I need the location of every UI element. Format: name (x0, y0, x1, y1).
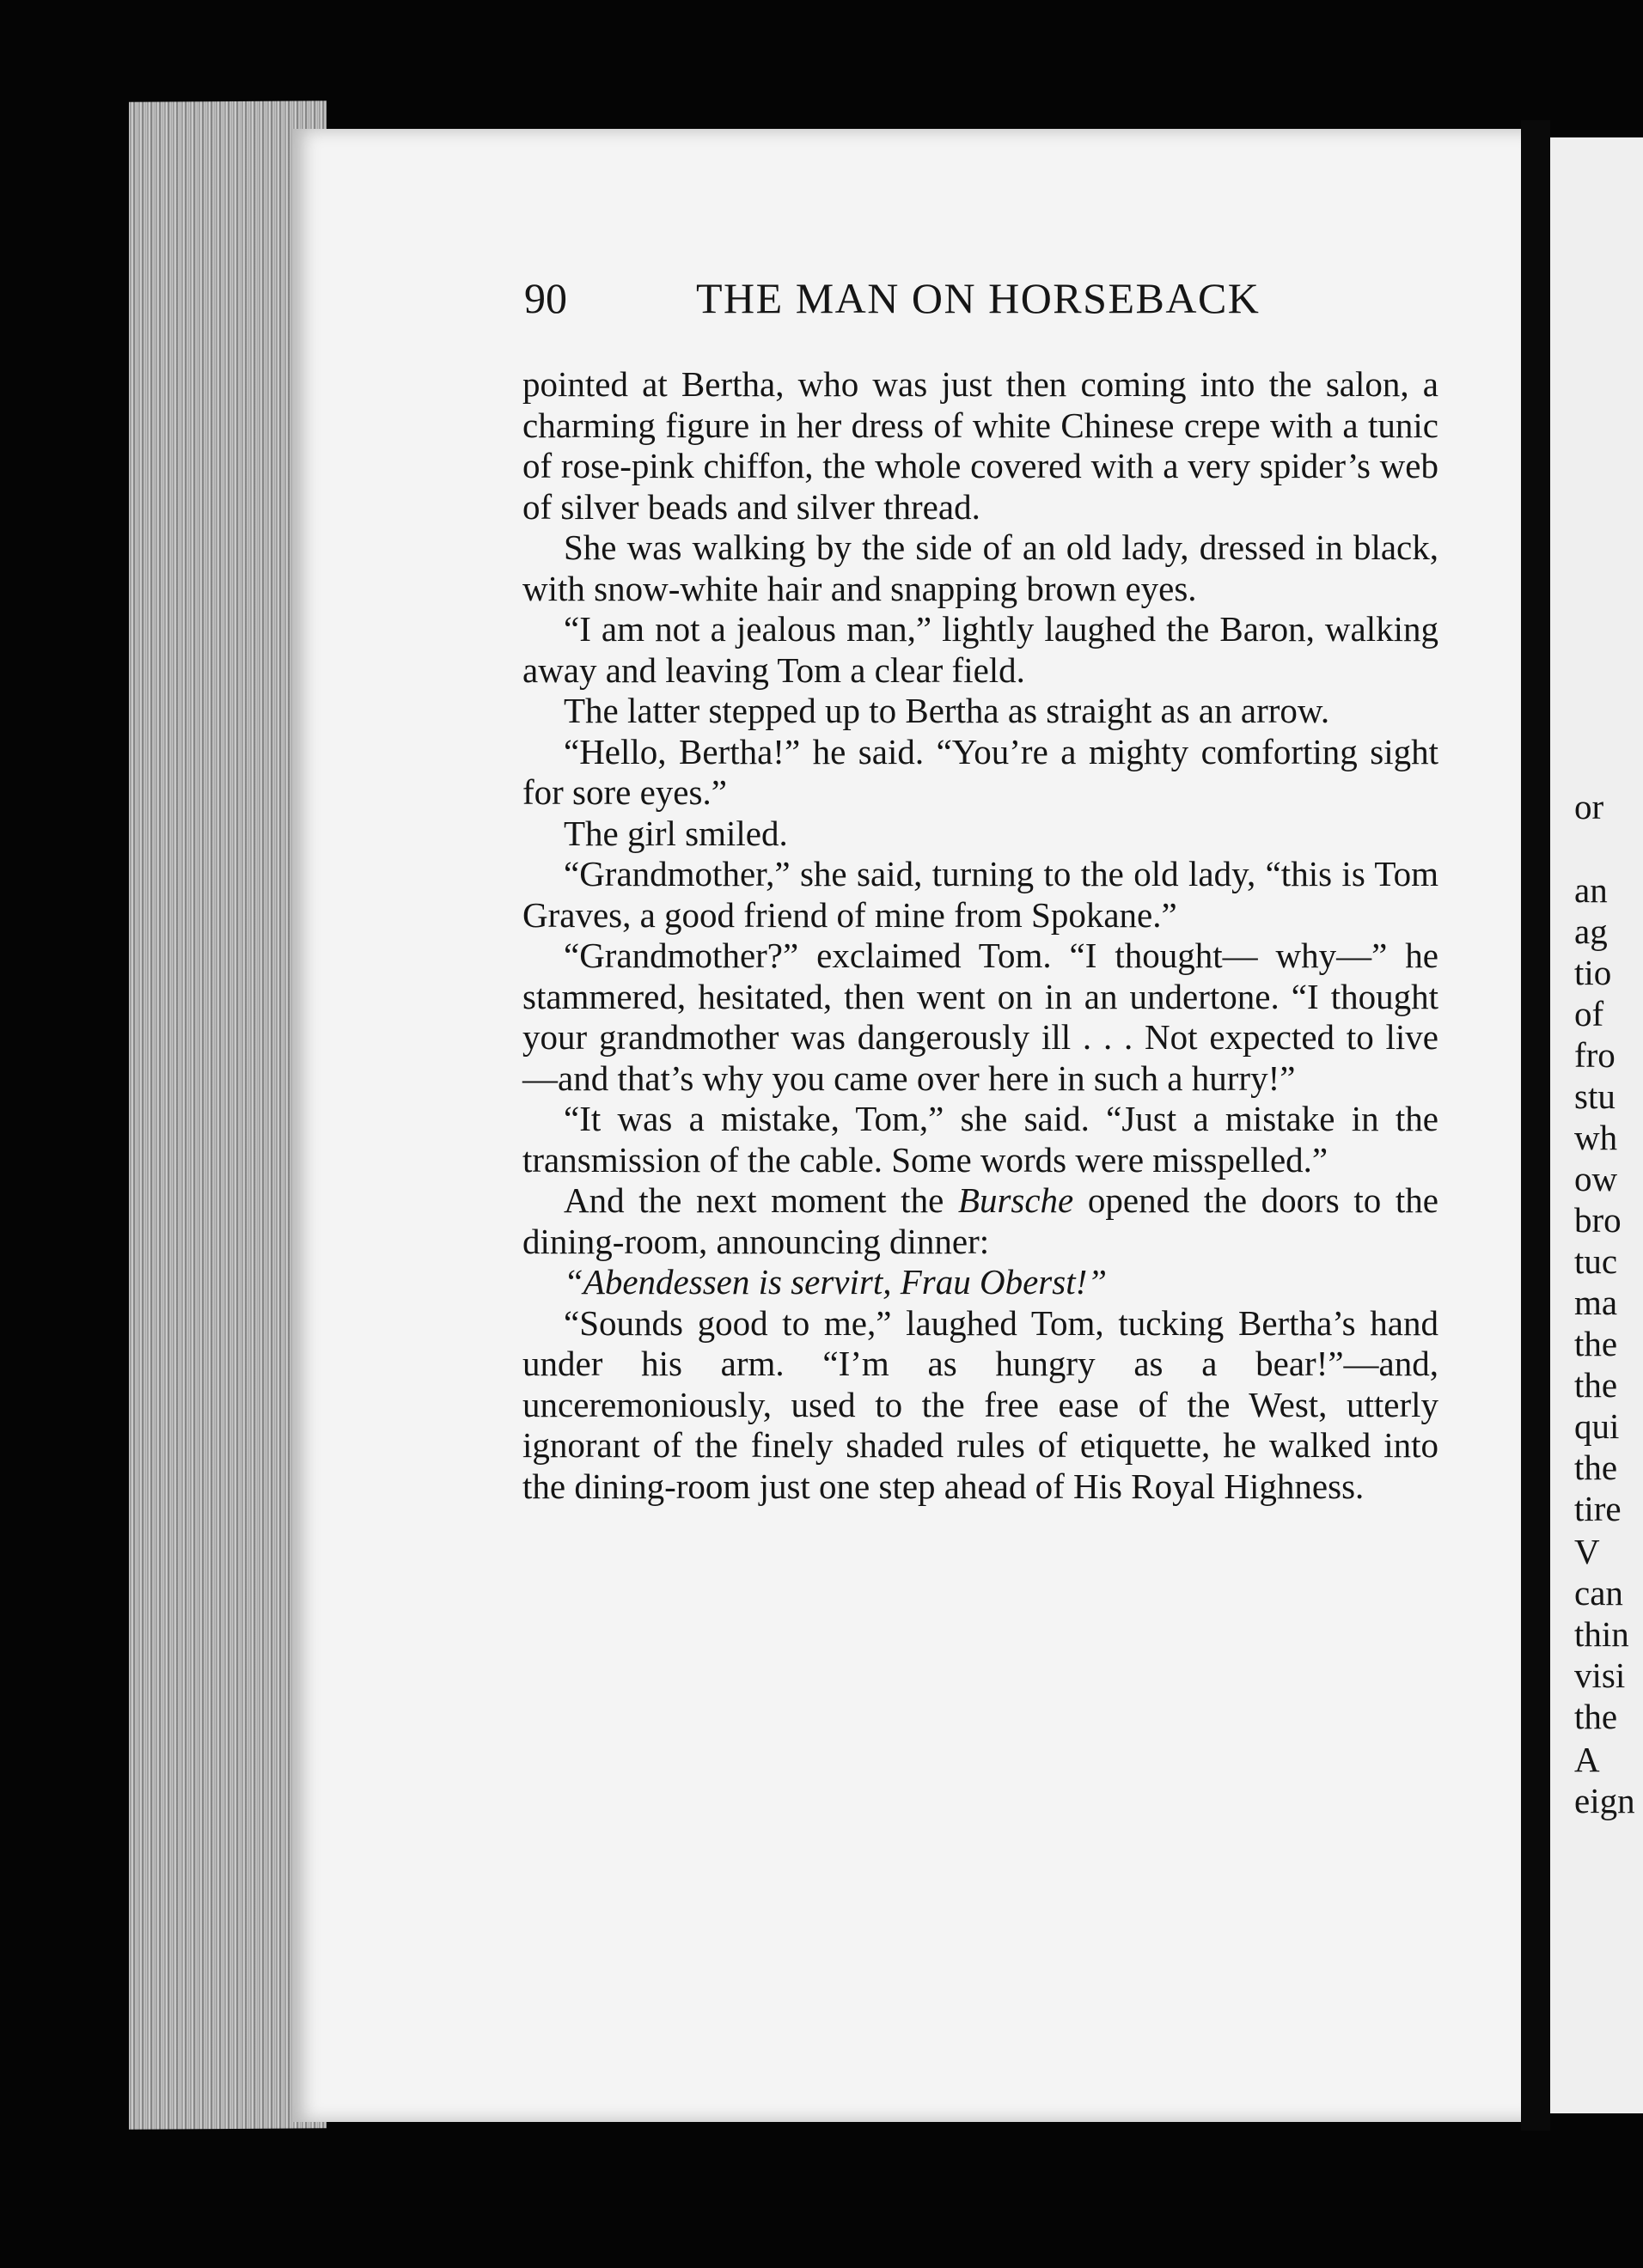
fragment: tio (1574, 953, 1612, 992)
paragraph: “Grandmother,” she said, turning to the old lady, “this is Tom Graves, a good friend of mine from Spokane.” (522, 854, 1438, 935)
italic-word: Bursche (957, 1180, 1074, 1220)
fragment: the (1574, 1448, 1618, 1487)
fragment: ow (1574, 1159, 1618, 1198)
fragment: eign (1574, 1781, 1635, 1820)
book-gutter (1521, 120, 1550, 2131)
fragment: wh (1574, 1118, 1618, 1157)
paragraph: The latter stepped up to Bertha as straight as an arrow. (564, 691, 1330, 730)
paragraph: “I am not a jealous man,” lightly laughed the Baron, walking away and leaving Tom a clear field. (522, 609, 1438, 690)
text-run: And the next moment the (564, 1180, 958, 1220)
fragment: V (1574, 1532, 1600, 1571)
page-number: 90 (524, 274, 567, 322)
fragment: visi (1574, 1655, 1626, 1695)
fragment: can (1574, 1573, 1623, 1613)
fragment: the (1574, 1365, 1618, 1405)
fragment: tuc (1574, 1241, 1618, 1281)
fragment: stu (1574, 1076, 1616, 1116)
paragraph: The girl smiled. (564, 813, 788, 853)
fragment: qui (1574, 1406, 1620, 1446)
fragment: thin (1574, 1614, 1629, 1654)
fragment: an (1574, 870, 1608, 910)
facing-page-text (1574, 0, 1643, 1976)
paragraph: pointed at Bertha, who was just then coming into the salon, a charming figure in her dress of white Chinese crepe with a tunic of rose-pink chiffon, the whole covered with a very spider’s web of silver beads and silver thread. (522, 364, 1438, 527)
fragment: or (1574, 787, 1604, 826)
paragraph (522, 1180, 1438, 1262)
page-body (522, 364, 1438, 1507)
fragment: ma (1574, 1283, 1618, 1322)
paragraph: “Grandmother?” exclaimed Tom. “I thought— why—” he stammered, hesitated, then went on in an undertone. “I thought your grandmother was dangerously ill . . . Not expected to live—and that’s why you came over here in such a hurry!” (522, 936, 1438, 1098)
foreign-phrase: “Abendessen is servirt, Frau Oberst!” (564, 1262, 1108, 1302)
running-title: THE MAN ON HORSEBACK (696, 274, 1261, 322)
fragment: bro (1574, 1200, 1622, 1240)
text-run: opened the doors to the dining-room, announcing dinner: (522, 1180, 1438, 1261)
paragraph: “It was a mistake, Tom,” she said. “Just a mistake in the transmission of the cable. Some words were misspelled.” (522, 1099, 1438, 1180)
fragment: the (1574, 1324, 1618, 1363)
fragment: of (1574, 994, 1604, 1033)
fragment: the (1574, 1697, 1618, 1736)
fragment: ag (1574, 911, 1608, 951)
fragment: fro (1574, 1035, 1616, 1075)
fragment: tire (1574, 1489, 1622, 1528)
fragment: A (1574, 1740, 1600, 1779)
paragraph: “Hello, Bertha!” he said. “You’re a mighty comforting sight for sore eyes.” (522, 731, 1438, 812)
paragraph (522, 1262, 1438, 1303)
paragraph: “Sounds good to me,” laughed Tom, tucking Bertha’s hand under his arm. “I’m as hungry as a bear!”—and, unceremoniously, used to the free ease of the West, utterly ignorant of the finely shaded rules of etiquette, he walked into the dining-room just one step ahead of His Royal Highness. (522, 1302, 1438, 1506)
paragraph: She was walking by the side of an old lady, dressed in black, with snow-white hair and snapping brown eyes. (522, 527, 1438, 608)
